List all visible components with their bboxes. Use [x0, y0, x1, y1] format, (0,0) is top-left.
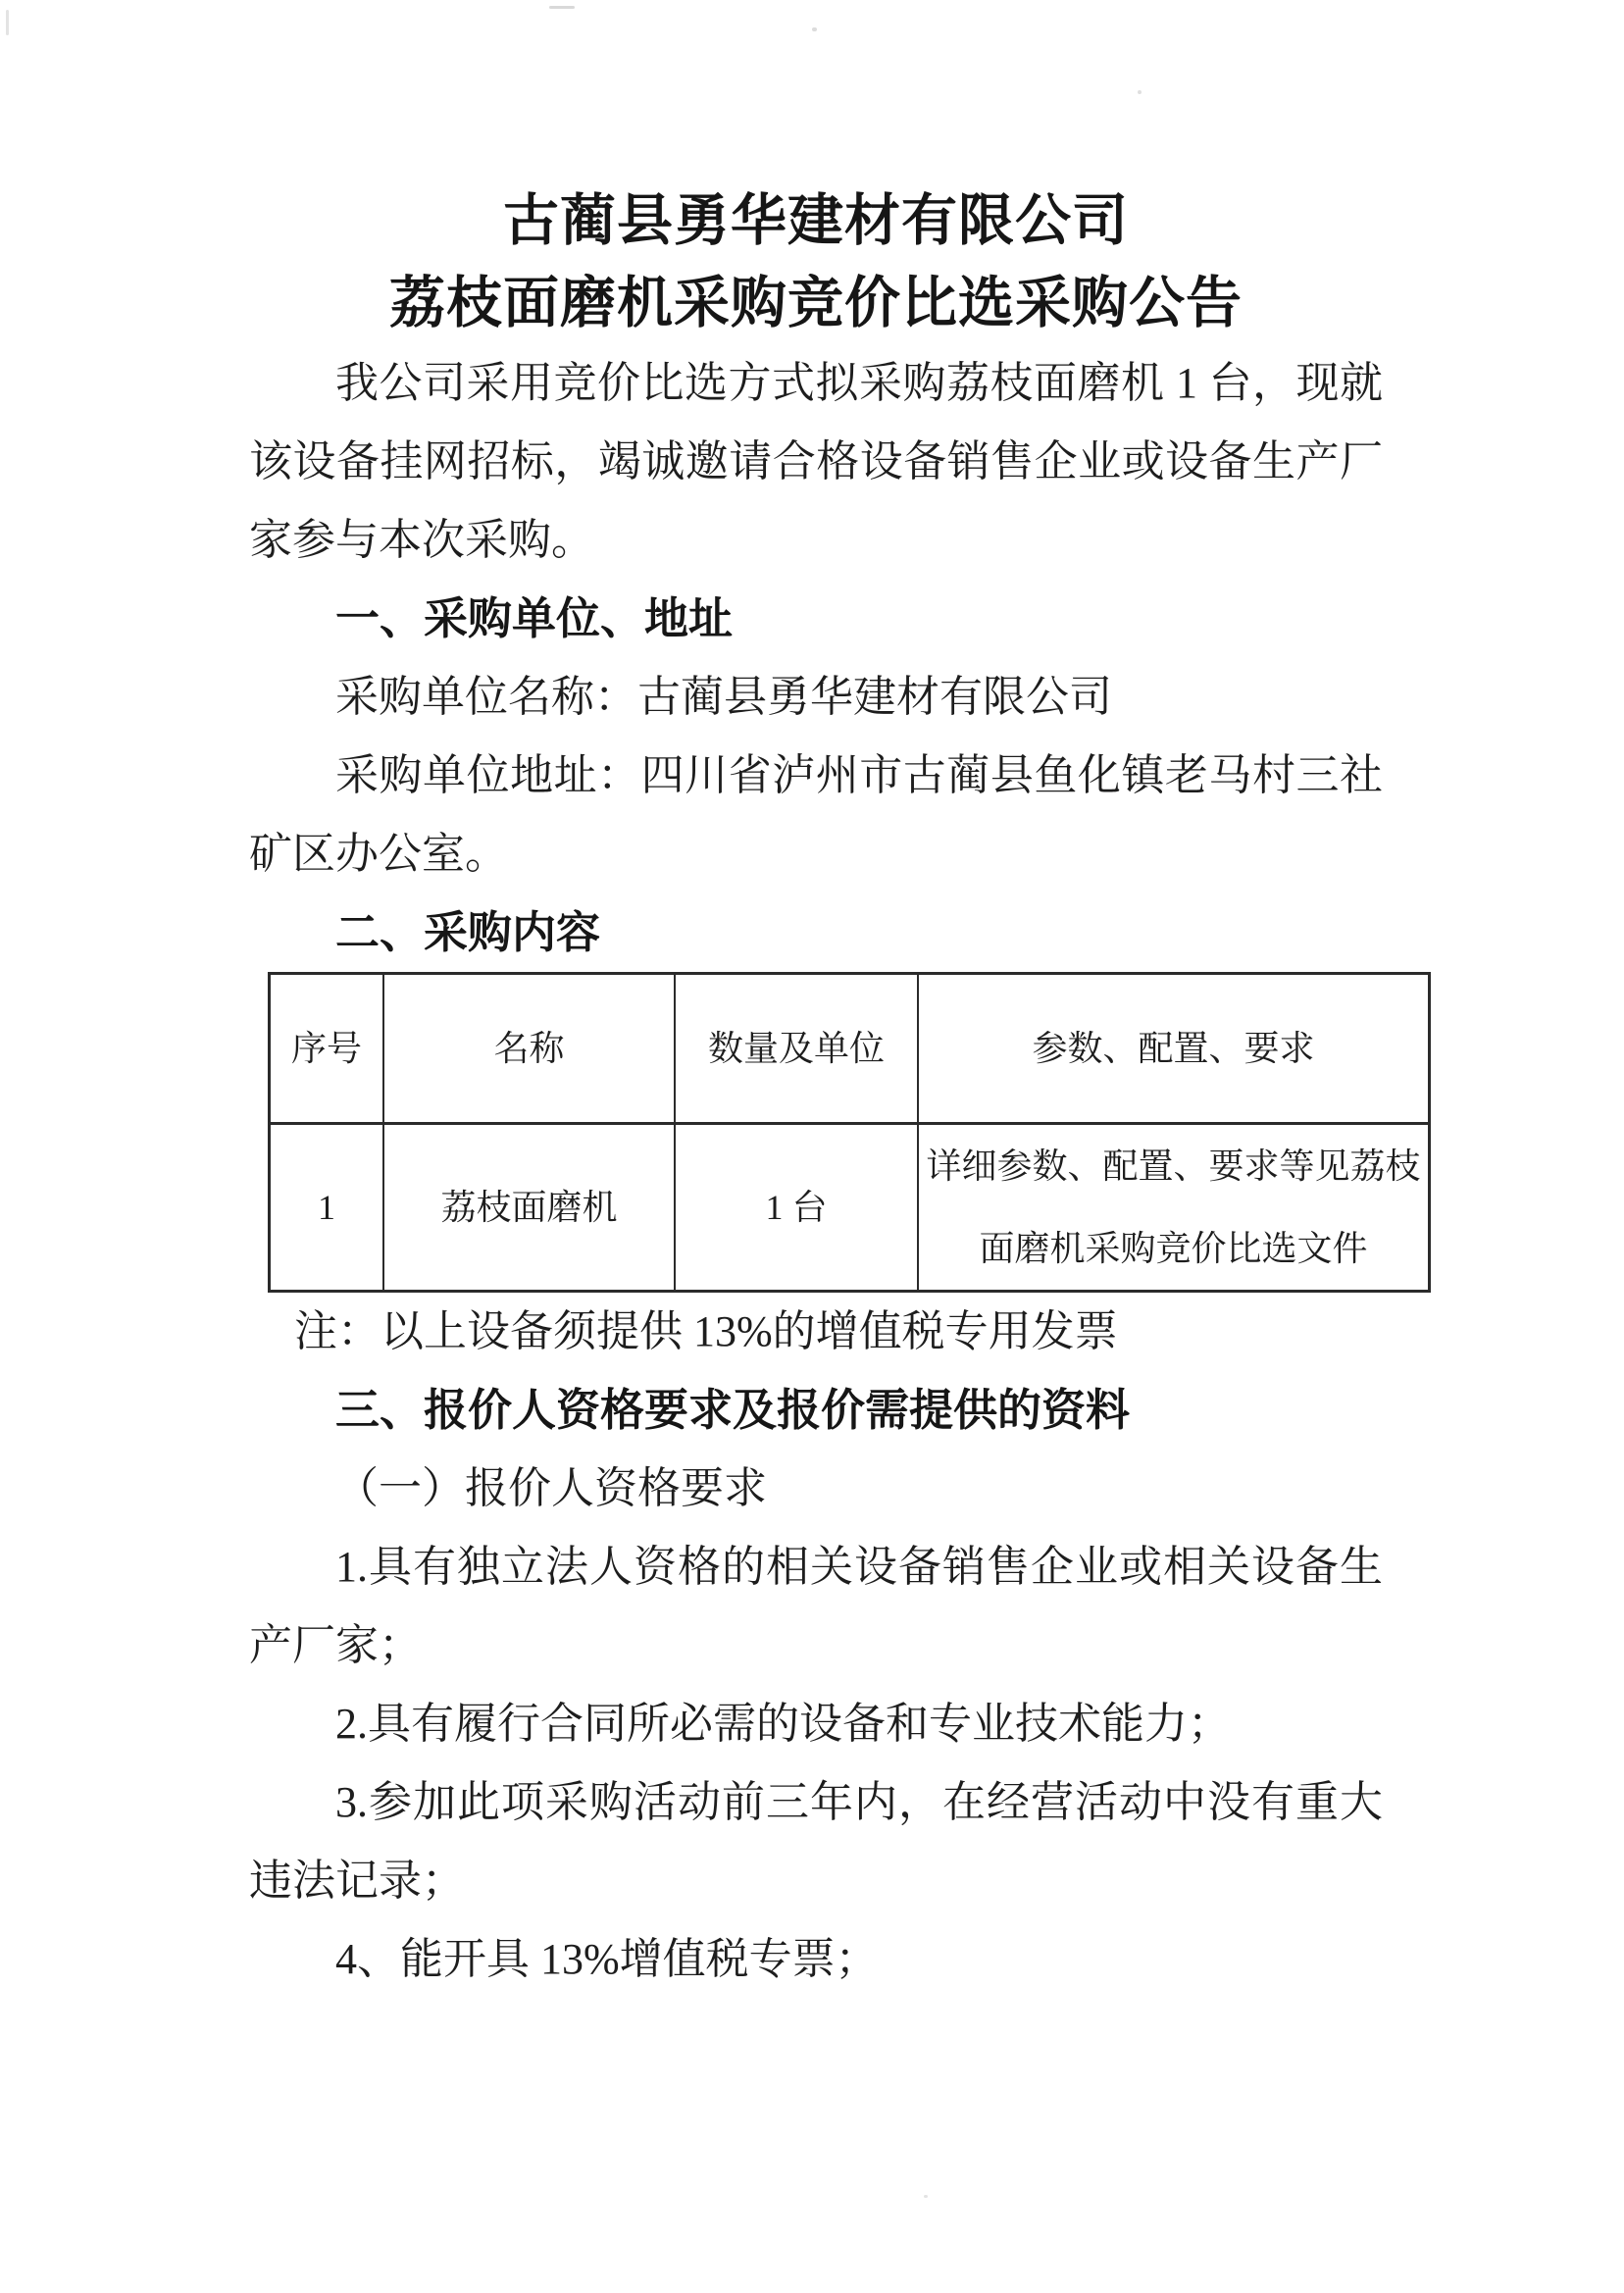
purchaser-address-line: 采购单位地址：四川省泸州市古蔺县鱼化镇老马村三社矿区办公室。 — [249, 751, 1383, 878]
intro-paragraph: 我公司采用竞价比选方式拟采购荔枝面磨机 1 台，现就该设备挂网招标，竭诚邀请合格设备销售企业或设备生产厂家参与本次采购。 — [249, 359, 1383, 564]
scan-artifact — [1138, 90, 1142, 94]
scan-artifact — [924, 2195, 928, 2198]
col-header-name: 名称 — [383, 974, 675, 1124]
requirement-item-4: 4、能开具 13%增值税专票； — [335, 1935, 879, 1983]
requirement-item-3: 3.参加此项采购活动前三年内，在经营活动中没有重大违法记录； — [249, 1778, 1383, 1905]
scan-artifact — [812, 27, 817, 31]
table-row — [270, 1124, 1430, 1292]
document-title — [249, 179, 1383, 344]
section2-heading: 二、采购内容 — [335, 907, 601, 957]
tax-note-line: 注：以上设备须提供 13%的增值税专用发票 — [294, 1307, 1118, 1355]
section3-heading: 三、报价人资格要求及报价需提供的资料 — [335, 1385, 1131, 1435]
col-header-specs: 参数、配置、要求 — [918, 974, 1430, 1124]
cell-specs: 详细参数、配置、要求等见荔枝面磨机采购竞价比选文件 — [918, 1124, 1430, 1292]
requirement-item-1: 1.具有独立法人资格的相关设备销售企业或相关设备生产厂家； — [249, 1543, 1383, 1669]
title-line-1: 古蔺县勇华建材有限公司 — [503, 189, 1129, 252]
procurement-table-body — [270, 1124, 1430, 1292]
qualification-subheading: （一）报价人资格要求 — [335, 1464, 767, 1512]
table-header-row — [270, 974, 1430, 1124]
procurement-table-header — [270, 974, 1430, 1124]
col-header-quantity: 数量及单位 — [675, 974, 918, 1124]
col-header-index: 序号 — [270, 974, 384, 1124]
cell-name: 荔枝面磨机 — [383, 1124, 675, 1292]
cell-quantity: 1 台 — [675, 1124, 918, 1292]
cell-index: 1 — [270, 1124, 384, 1292]
scan-artifact — [549, 6, 575, 9]
purchaser-name-line: 采购单位名称：古蔺县勇华建材有限公司 — [335, 673, 1112, 721]
requirement-item-2: 2.具有履行合同所必需的设备和专业技术能力； — [335, 1700, 1231, 1748]
section1-heading: 一、采购单位、地址 — [335, 593, 734, 643]
procurement-table — [268, 972, 1431, 1293]
title-line-2: 荔枝面磨机采购竞价比选采购公告 — [389, 272, 1243, 334]
scan-artifact — [6, 10, 9, 35]
